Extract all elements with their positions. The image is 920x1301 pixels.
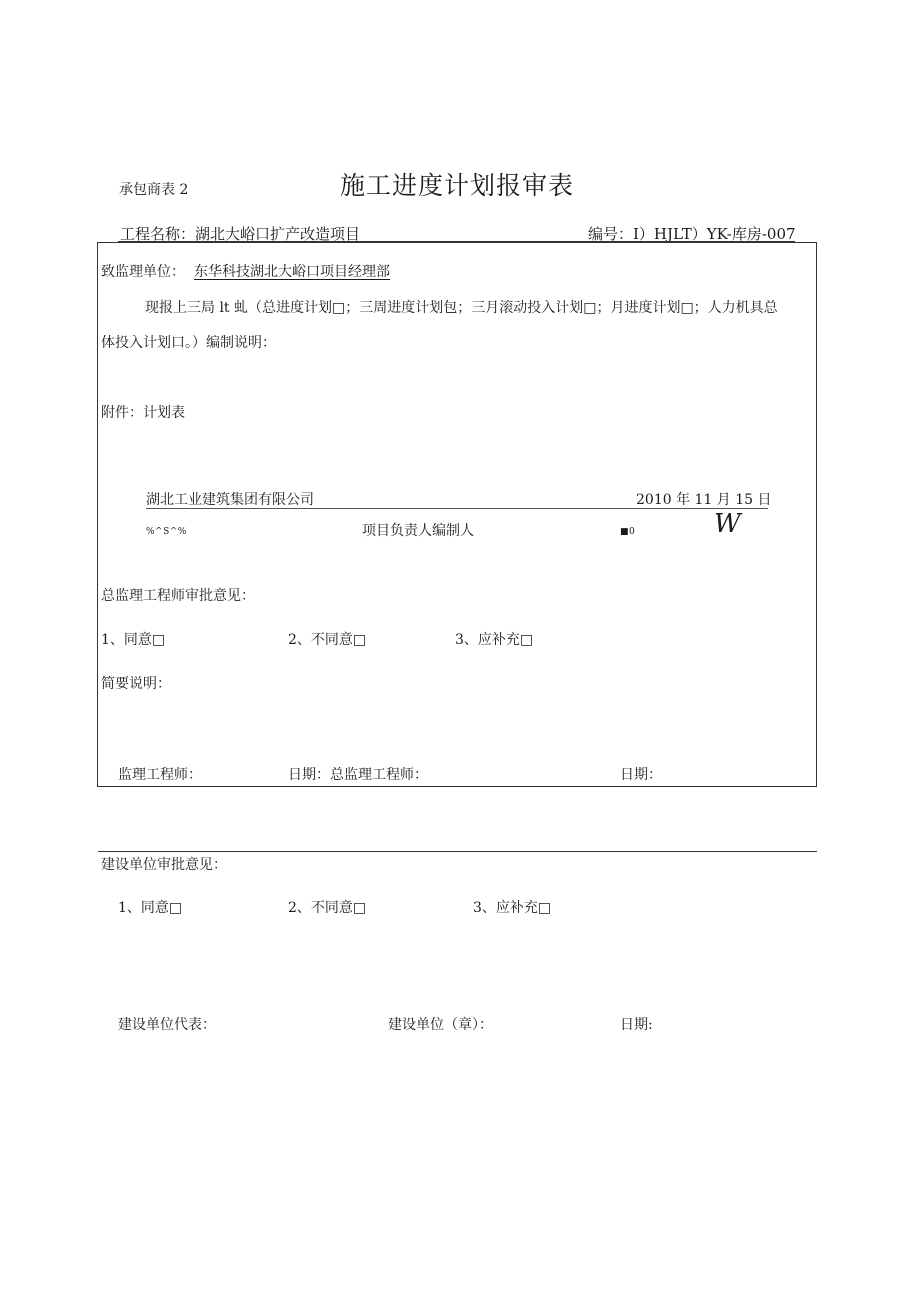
owner-rep-label: 建设单位代表： [118, 1017, 216, 1033]
owner-option-disagree: 2、不同意□ [288, 900, 367, 916]
page-title: 施工进度计划报审表 [340, 171, 575, 200]
body-line-1: 现报上三局 lt 虬（总进度计划□；三周进度计划包；三月滚动投入计划□；月进度计划□；人力机具总 [145, 300, 778, 316]
chief-option-disagree: 2、不同意□ [288, 632, 367, 648]
owner-section-divider [98, 851, 817, 852]
small-mark: ■0 [620, 527, 636, 537]
submit-date: 2010 年 11 月 15 日 [636, 492, 772, 508]
handwritten-signature: W [714, 509, 741, 539]
form-code: 承包商表 2 [119, 182, 189, 198]
owner-seal-label: 建设单位（章）： [388, 1017, 493, 1033]
body-line-2: 体投入计划口。）编制说明： [101, 335, 276, 351]
chief-opinion-label: 总监理工程师审批意见： [101, 588, 255, 604]
owner-option-agree: 1、同意□ [118, 900, 183, 916]
to-unit-label: 致监理单位： [101, 264, 185, 280]
brief-note-label: 简要说明： [101, 676, 171, 692]
chief-date-label: 日期：总监理工程师： [288, 767, 428, 783]
project-name: 工程名称：湖北大峪口扩产改造项目 [120, 225, 361, 243]
attachment: 附件：计划表 [101, 405, 185, 421]
final-date-label: 日期： [620, 767, 662, 783]
to-unit-value: 东华科技湖北大峪口项目经理部 [194, 264, 390, 280]
owner-option-supplement: 3、应补充□ [473, 900, 552, 916]
responsible-label: 项目负责人编制人 [362, 523, 474, 539]
review-box [97, 242, 817, 787]
chief-option-supplement: 3、应补充□ [455, 632, 534, 648]
contractor-name: 湖北工业建筑集团有限公司 [146, 492, 314, 508]
serial-number: 编号：I）HJLT）YK-库房-007 [588, 225, 796, 243]
chief-option-agree: 1、同意□ [101, 632, 166, 648]
owner-date-label: 日期: [620, 1017, 653, 1033]
owner-opinion-label: 建设单位审批意见： [101, 857, 227, 873]
stamp-text: %^S^% [146, 527, 187, 537]
supervisor-label: 监理工程师： [118, 767, 202, 783]
